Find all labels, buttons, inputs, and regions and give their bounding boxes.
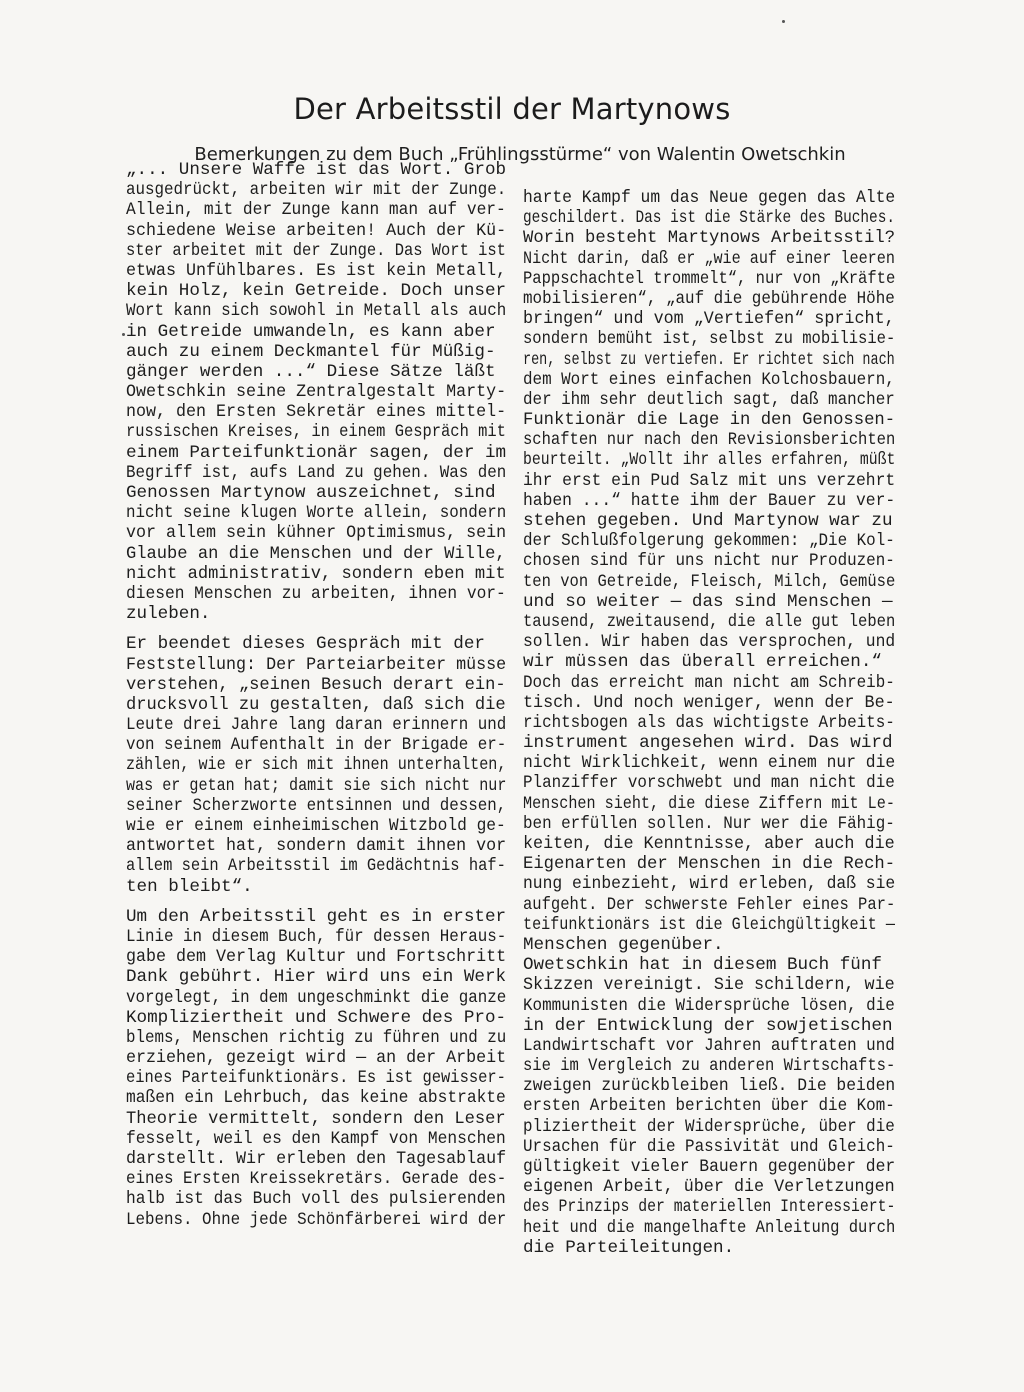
text-line: haben ...“ hatte ihm der Bauer zu ver- bbox=[523, 490, 896, 511]
text-line: Menschen gegenüber. bbox=[523, 934, 724, 955]
text-line: vor allem sein kühner Optimismus, sein bbox=[126, 523, 507, 544]
text-line: Allein, mit der Zunge kann man auf ver- bbox=[126, 200, 506, 221]
text-line: ausgedrückt, arbeiten wir mit der Zunge. bbox=[126, 180, 507, 201]
text-line: fesselt, weil es den Kampf von Menschen bbox=[126, 1128, 506, 1149]
print-speck bbox=[782, 20, 785, 23]
text-line: Dank gebührt. Hier wird uns ein Werk bbox=[126, 967, 506, 988]
text-line: halb ist das Buch voll des pulsierenden bbox=[126, 1189, 506, 1210]
text-line: stehen gegeben. Und Martynow war zu bbox=[523, 511, 893, 531]
text-line: gänger werden ...“ Diese Sätze läßt bbox=[126, 361, 496, 382]
text-line: zählen, wie er sich mit ihnen unterhalten, bbox=[126, 755, 507, 776]
text-line: ihr erst ein Pud Salz mit uns verzehrt bbox=[523, 470, 896, 491]
text-line: Pappschachtel trommelt“, nur von „Kräfte bbox=[523, 268, 896, 289]
text-line: chosen sind für uns nicht nur Produzen- bbox=[523, 551, 895, 572]
article-title: Der Arbeitsstil der Martynows bbox=[293, 92, 731, 126]
text-line: geschildert. Das ist die Stärke des Buches. bbox=[523, 208, 895, 229]
text-line: nicht Wirklichkeit, wenn einem nur die bbox=[523, 753, 896, 774]
text-line: Er beendet dieses Gespräch mit der bbox=[126, 634, 485, 655]
text-line: ster arbeitet mit der Zunge. Das Wort ist bbox=[126, 240, 506, 261]
text-line: instrument angesehen wird. Das wird bbox=[523, 733, 893, 754]
text-line: verstehen, „seinen Besuch derart ein- bbox=[126, 674, 506, 695]
text-line: zweigen zurückbleiben ließ. Die beiden bbox=[523, 1076, 896, 1097]
paragraph-gap bbox=[126, 624, 506, 634]
text-line: bringen“ und vom „Vertiefen“ spricht, bbox=[523, 309, 895, 330]
paragraph-gap bbox=[126, 897, 506, 907]
text-line: maßen ein Lehrbuch, das keine abstrakte bbox=[126, 1088, 506, 1109]
text-line: richtsbogen als das wichtigste Arbeits- bbox=[523, 712, 895, 733]
text-line: eigenen Arbeit, über die Verletzungen bbox=[523, 1177, 895, 1198]
text-line: tisch. Und noch weniger, wenn der Be- bbox=[523, 692, 895, 713]
text-line: Landwirtschaft vor Jahren auftraten und bbox=[523, 1035, 895, 1056]
text-line: Doch das erreicht man nicht am Schreib- bbox=[523, 672, 895, 693]
text-line: auch zu einem Deckmantel für Müßig- bbox=[126, 341, 496, 362]
text-line: „... Unsere Waffe ist das Wort. Grob bbox=[126, 160, 506, 180]
text-line: pliziertheit der Widersprüche, über die bbox=[523, 1116, 895, 1137]
text-line: Wort kann sich sowohl in Metall als auch bbox=[126, 301, 507, 322]
text-line: blems, Menschen richtig zu führen und zu bbox=[126, 1027, 507, 1048]
text-line: mobilisieren“, „auf die gebührende Höhe bbox=[523, 288, 895, 309]
text-line: eines Ersten Kreissekretärs. Gerade des- bbox=[126, 1169, 507, 1190]
text-line: diesen Menschen zu arbeiten, ihnen vor- bbox=[126, 583, 506, 604]
text-line: beurteilt. „Wollt ihr alles erfahren, müßt bbox=[523, 450, 896, 471]
text-line: gültigkeit vieler Bauern gegenüber der bbox=[523, 1157, 896, 1177]
text-line: in der Entwicklung der sowjetischen bbox=[523, 1015, 893, 1036]
text-line: nicht administrativ, sondern eben mit bbox=[126, 563, 506, 584]
text-line: Um den Arbeitsstil geht es in erster bbox=[126, 906, 506, 927]
text-line: now, den Ersten Sekretär eines mittel- bbox=[126, 402, 507, 423]
right-column bbox=[523, 188, 895, 1258]
text-line: heit und die mangelhafte Anleitung durch bbox=[523, 1217, 896, 1238]
print-speck bbox=[122, 333, 125, 336]
text-line: des Prinzips der materiellen Interessiert- bbox=[523, 1197, 896, 1218]
text-line: etwas Unfühlbares. Es ist kein Metall, bbox=[126, 260, 507, 281]
text-line: Kommunisten die Widersprüche lösen, die bbox=[523, 995, 895, 1016]
text-line: Worin besteht Martynows Arbeitsstil? bbox=[523, 228, 896, 249]
text-line: Begriff ist, aufs Land zu gehen. Was den bbox=[126, 462, 507, 483]
text-line: seiner Scherzworte entsinnen und dessen, bbox=[126, 795, 507, 816]
text-line: der ihm sehr deutlich sagt, daß mancher bbox=[523, 389, 895, 410]
text-line: eines Parteifunktionärs. Es ist gewisser- bbox=[126, 1068, 506, 1089]
text-line: wie er einem einheimischen Witzbold ge- bbox=[126, 816, 506, 836]
text-line: der Schlußfolgerung gekommen: „Die Kol- bbox=[523, 531, 895, 552]
text-line: zuleben. bbox=[126, 604, 211, 625]
text-line: sondern bemüht ist, selbst zu mobilisie- bbox=[523, 329, 896, 350]
article-subtitle: Bemerkungen zu dem Buch „Frühlingsstürme“ von Walentin Owetschkin bbox=[194, 144, 846, 165]
text-line: schaften nur nach den Revisionsberichten bbox=[523, 430, 896, 451]
text-line: dem Wort eines einfachen Kolchosbauern, bbox=[523, 369, 895, 390]
text-line: nung einbezieht, wird erleben, daß sie bbox=[523, 874, 896, 895]
text-line: ten bleibt“. bbox=[126, 876, 253, 897]
left-column bbox=[126, 160, 506, 1230]
text-line: allem sein Arbeitsstil im Gedächtnis haf- bbox=[126, 856, 506, 877]
text-line: Feststellung: Der Parteiarbeiter müsse bbox=[126, 654, 507, 675]
text-line: ersten Arbeiten berichten über die Kom- bbox=[523, 1096, 895, 1117]
text-line: Genossen Martynow auszeichnet, sind bbox=[126, 483, 496, 503]
text-line: nicht seine klugen Worte allein, sondern bbox=[126, 503, 507, 524]
text-line: Kompliziertheit und Schwere des Pro- bbox=[126, 1007, 506, 1028]
text-line: antwortet hat, sondern damit ihnen vor bbox=[126, 836, 507, 857]
text-line: harte Kampf um das Neue gegen das Alte bbox=[523, 188, 896, 208]
text-line: Funktionär die Lage in den Genossen- bbox=[523, 410, 896, 431]
text-line: Planziffer vorschwebt und man nicht die bbox=[523, 773, 895, 794]
text-line: teifunktionärs ist die Gleichgültigkeit — bbox=[523, 914, 895, 935]
text-line: Theorie vermittelt, sondern den Leser bbox=[126, 1108, 506, 1129]
text-line: in Getreide umwandeln, es kann aber bbox=[126, 321, 496, 342]
text-line: schiedene Weise arbeiten! Auch der Kü- bbox=[126, 220, 507, 241]
text-line: russischen Kreises, in einem Gespräch mit bbox=[126, 422, 506, 443]
text-line: Owetschkin hat in diesem Buch fünf bbox=[523, 955, 882, 976]
text-line: Glaube an die Menschen und der Wille, bbox=[126, 543, 506, 564]
text-line: aufgeht. Der schwerste Fehler eines Par- bbox=[523, 894, 896, 915]
text-line: ten von Getreide, Fleisch, Milch, Gemüse bbox=[523, 571, 896, 592]
text-line: erziehen, gezeigt wird — an der Arbeit bbox=[126, 1048, 507, 1069]
text-line: Menschen sieht, die diese Ziffern mit Le- bbox=[523, 793, 895, 814]
text-line: kein Holz, kein Getreide. Doch unser bbox=[126, 281, 506, 302]
text-line: vorgelegt, in dem ungeschminkt die ganze bbox=[126, 987, 507, 1008]
text-line: Owetschkin seine Zentralgestalt Marty- bbox=[126, 382, 507, 403]
text-line: ben erfüllen sollen. Nur wer die Fähig- bbox=[523, 813, 895, 834]
text-line: drucksvoll zu gestalten, daß sich die bbox=[126, 694, 506, 715]
text-line: tausend, zweitausend, die alle gut leben bbox=[523, 611, 896, 632]
text-line: einem Parteifunktionär sagen, der im bbox=[126, 442, 506, 463]
text-line: was er getan hat; damit sie sich nicht nur bbox=[126, 775, 507, 796]
text-line: darstellt. Wir erleben den Tagesablauf bbox=[126, 1149, 507, 1169]
text-line: gabe dem Verlag Kultur und Fortschritt bbox=[126, 947, 507, 968]
text-line: Nicht darin, daß er „wie auf einer leeren bbox=[523, 248, 895, 269]
text-line: wir müssen das überall erreichen.“ bbox=[523, 652, 882, 673]
text-line: Ursachen für die Passivität und Gleich- bbox=[523, 1136, 895, 1157]
text-line: Leute drei Jahre lang daran erinnern und bbox=[126, 715, 507, 736]
text-line: Eigenarten der Menschen in die Rech- bbox=[523, 854, 896, 875]
text-line: ren, selbst zu vertiefen. Er richtet sich nach bbox=[523, 349, 895, 370]
text-line: Linie in diesem Buch, für dessen Heraus- bbox=[126, 926, 507, 947]
text-line: sie im Vergleich zu anderen Wirtschafts- bbox=[523, 1056, 896, 1077]
text-line: von seinem Aufenthalt in der Brigade er- bbox=[126, 735, 507, 756]
text-line: die Parteileitungen. bbox=[523, 1237, 735, 1258]
text-line: keiten, die Kenntnisse, aber auch die bbox=[523, 834, 895, 854]
text-line: und so weiter — das sind Menschen — bbox=[523, 591, 893, 612]
text-line: sollen. Wir haben das versprochen, und bbox=[523, 632, 896, 653]
text-line: Lebens. Ohne jede Schönfärberei wird der bbox=[126, 1209, 507, 1230]
text-line: Skizzen vereinigt. Sie schildern, wie bbox=[523, 975, 895, 996]
